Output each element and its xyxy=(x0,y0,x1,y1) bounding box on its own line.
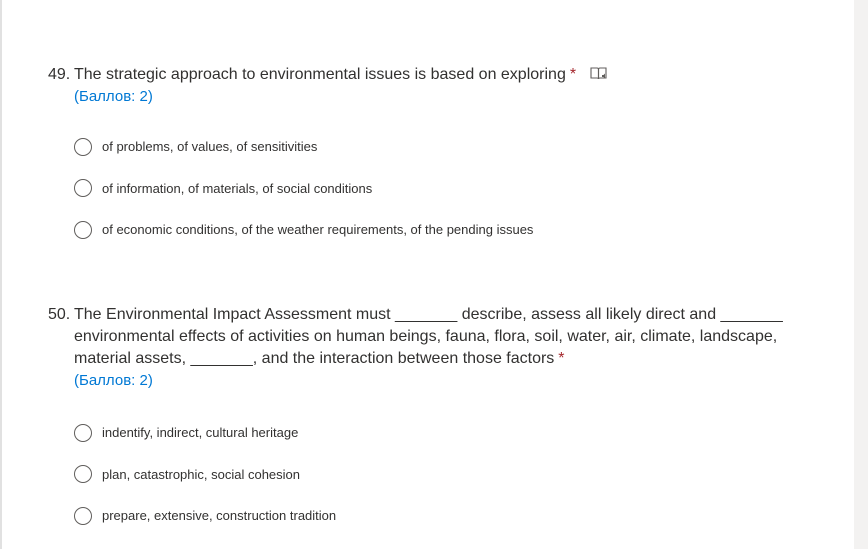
options-list xyxy=(74,126,808,251)
radio-button[interactable] xyxy=(74,507,92,525)
radio-button[interactable] xyxy=(74,465,92,483)
required-mark: * xyxy=(558,350,565,367)
question-title xyxy=(48,304,808,370)
question-title xyxy=(48,64,808,86)
question-text: The Environmental Impact Assessment must _______ describe, assess all likely direct and _______ environmental effects of activities on human beings, fauna, flora, soil, water, air, climate, landscape, material assets, _______, and the interaction between those factors xyxy=(74,306,783,367)
option-label[interactable]: plan, catastrophic, social cohesion xyxy=(102,466,301,482)
question-number: 49. xyxy=(48,66,71,83)
points-label: (Баллов: 2) xyxy=(74,372,153,389)
option-item[interactable] xyxy=(74,412,808,454)
option-item[interactable] xyxy=(74,168,808,210)
immersive-reader-icon[interactable] xyxy=(590,66,608,82)
radio-button[interactable] xyxy=(74,179,92,197)
option-label[interactable]: of economic conditions, of the weather requirements, of the pending issues xyxy=(102,222,534,238)
option-label[interactable]: prepare, extensive, construction tradition xyxy=(102,508,337,524)
option-label[interactable]: indentify, indirect, cultural heritage xyxy=(102,425,299,441)
radio-button[interactable] xyxy=(74,138,92,156)
option-label[interactable]: of information, of materials, of social conditions xyxy=(102,180,373,196)
points-label: (Баллов: 2) xyxy=(74,88,153,105)
question-49 xyxy=(48,64,808,251)
options-list xyxy=(74,412,808,537)
option-item[interactable] xyxy=(74,126,808,168)
radio-button[interactable] xyxy=(74,221,92,239)
question-number: 50. xyxy=(48,306,71,323)
option-item[interactable] xyxy=(74,209,808,251)
question-text: The strategic approach to environmental issues is based on exploring xyxy=(74,66,566,83)
option-item[interactable] xyxy=(74,454,808,496)
option-item[interactable] xyxy=(74,495,808,537)
radio-button[interactable] xyxy=(74,424,92,442)
option-label[interactable]: of problems, of values, of sensitivities xyxy=(102,139,318,155)
question-50 xyxy=(48,304,808,537)
required-mark: * xyxy=(569,66,577,83)
